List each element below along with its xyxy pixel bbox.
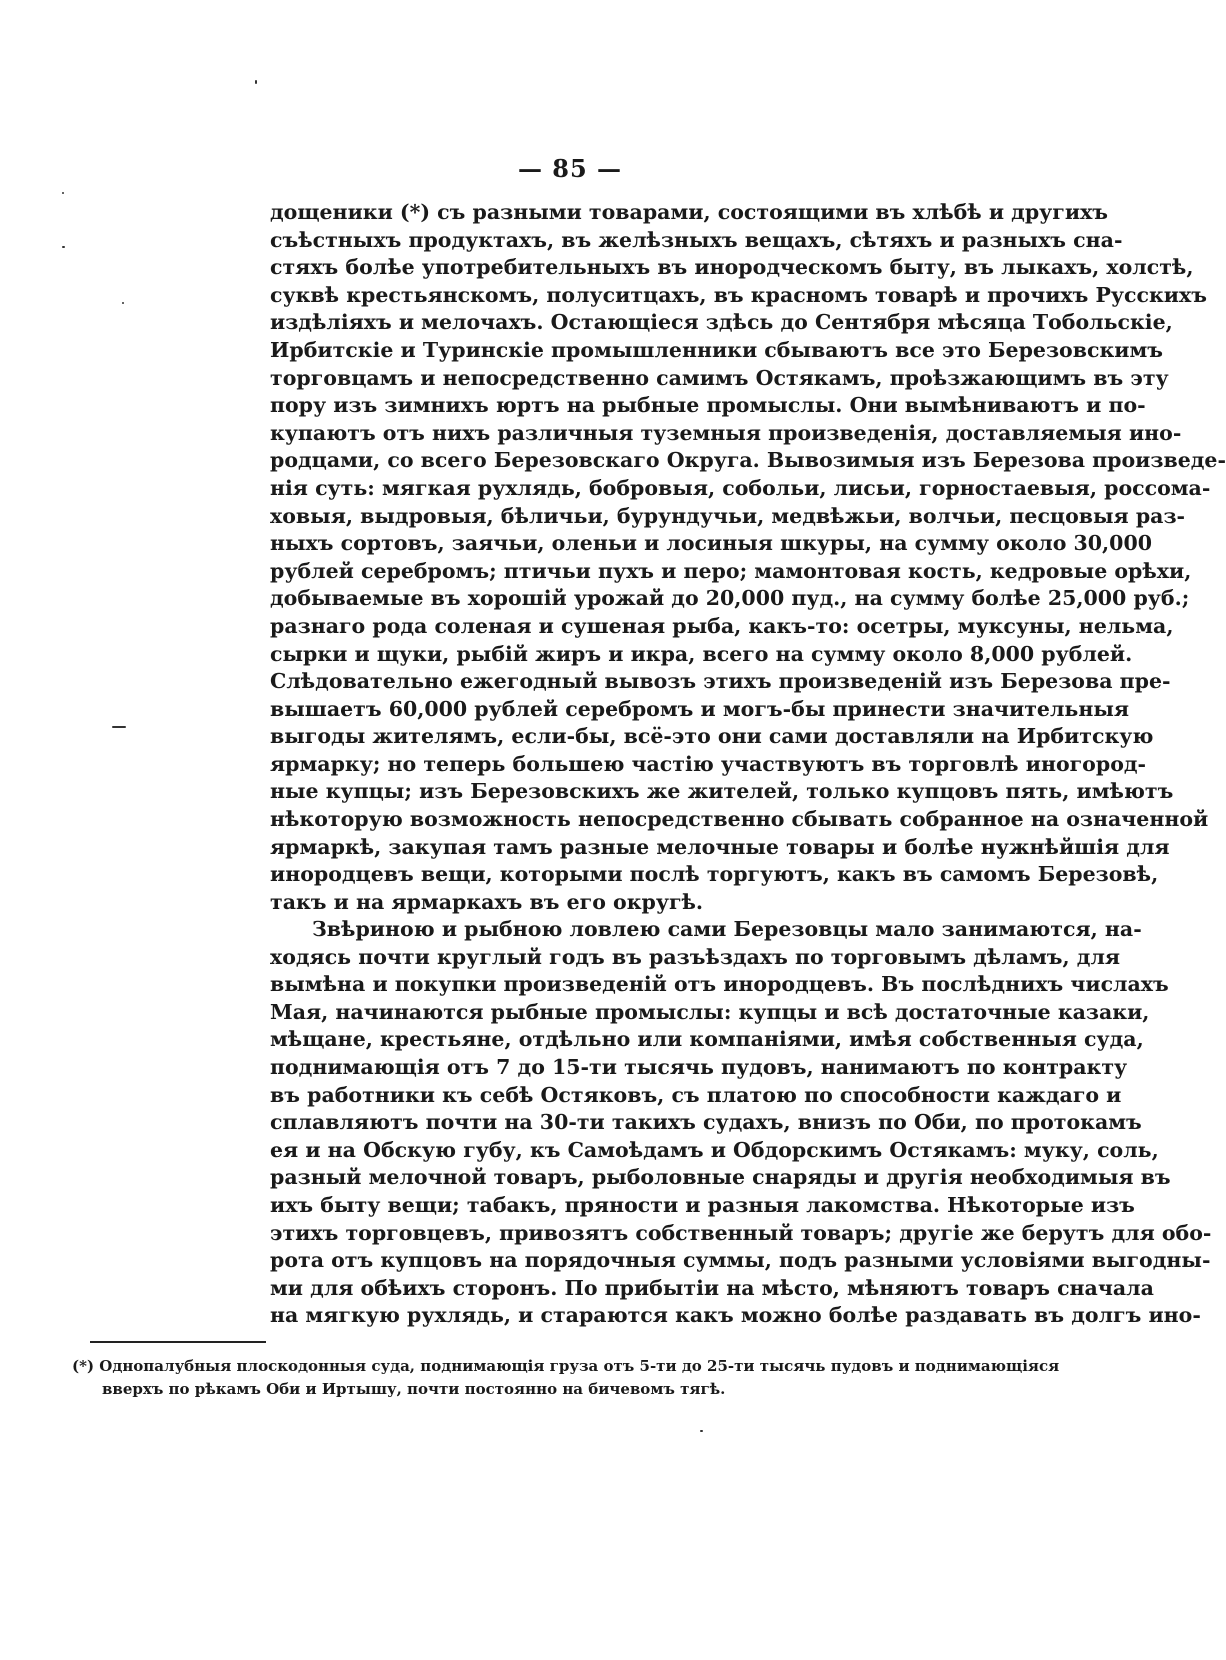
text-line: вышаетъ 60,000 рублей серебромъ и могъ-бы принести значительныя (270, 696, 1130, 721)
text-line: ихъ быту вещи; табакъ, пряности и разныя лакомства. Нѣкоторые изъ (270, 1192, 1135, 1217)
text-line: съѣстныхъ продуктахъ, въ желѣзныхъ вещахъ, сѣтяхъ и разныхъ сна- (270, 227, 1123, 252)
text-line: родцами, со всего Березовскаго Округа. Вывозимыя изъ Березова произведе- (270, 448, 1226, 473)
scan-speck (112, 726, 126, 728)
text-line: стяхъ болѣе употребительныхъ въ инородческомъ быту, въ лыкахъ, холстѣ, (270, 255, 1194, 280)
text-line: инородцевъ вещи, которыми послѣ торгуютъ, какъ въ самомъ Березовѣ, (270, 862, 1159, 887)
text-line: разнаго рода соленая и сушеная рыба, какъ-то: осетры, муксуны, нельма, (270, 613, 1174, 638)
text-line: вымѣна и покупки произведеній отъ инородцевъ. Въ послѣднихъ числахъ (270, 972, 1169, 997)
text-line: купаютъ отъ нихъ различныя туземныя произведенія, доставляемыя ино- (270, 420, 1182, 445)
text-line: въ работники къ себѣ Остяковъ, съ платою по способности каждаго и (270, 1082, 1122, 1107)
text-line: торговцамъ и непосредственно самимъ Остякамъ, проѣзжающимъ въ эту (270, 365, 1169, 390)
text-line: Мая, начинаются рыбные промыслы: купцы и всѣ достаточные казаки, (270, 999, 1150, 1024)
text-line: ховыя, выдровыя, бѣличьи, бурундучьи, медвѣжьи, волчьи, песцовыя раз- (270, 503, 1186, 528)
text-line: сплавляютъ почти на 30-ти такихъ судахъ, внизъ по Оби, по протокамъ (270, 1110, 1142, 1135)
text-line: ярмаркѣ, закупая тамъ разные мелочные товары и болѣе нужнѣйшія для (270, 834, 1170, 859)
scan-speck (62, 192, 64, 194)
text-line: ные купцы; изъ Березовскихъ же жителей, только купцовъ пять, имѣютъ (270, 779, 1174, 804)
text-line: поднимающія отъ 7 до 15-ти тысячь пудовъ, нанимаютъ по контракту (270, 1054, 1128, 1079)
text-line: этихъ торговцевъ, привозятъ собственный товаръ; другіе же берутъ для обо- (270, 1220, 1212, 1245)
text-line: дощеники (*) съ разными товарами, состоящими въ хлѣбѣ и другихъ (270, 200, 1109, 224)
scan-speck (62, 246, 65, 248)
text-line: добываемые въ хорошій урожай до 20,000 пуд., на сумму болѣе 25,000 руб.; (270, 586, 1190, 611)
text-line: разный мелочной товаръ, рыболовные снаряды и другія необходимыя въ (270, 1165, 1171, 1190)
page-number: — 85 — (517, 154, 623, 183)
footnote (72, 1355, 1060, 1401)
paragraph-1 (270, 199, 1226, 916)
text-line: такъ и на ярмаркахъ въ его округѣ. (270, 889, 704, 914)
text-line: издѣліяхъ и мелочахъ. Остающіеся здѣсь до Сентября мѣсяца Тобольскіе, (270, 310, 1173, 335)
text-line: нѣкоторую возможность непосредственно сбывать собранное на означенной (270, 807, 1209, 832)
paragraph-2 (270, 916, 1212, 1330)
footnote-divider (90, 1341, 266, 1343)
text-line: рублей серебромъ; птичьи пухъ и перо; мамонтовая кость, кедровые орѣхи, (270, 558, 1192, 583)
text-line: мѣщане, крестьяне, отдѣльно или компаніями, имѣя собственныя суда, (270, 1027, 1144, 1052)
footnote-line: (*) Однопалубныя плоскодонныя суда, поднимающія груза отъ 5-ти до 25-ти тысячь пудовъ и поднимающіяся (72, 1357, 1060, 1375)
text-line: ходясь почти круглый годъ въ разъѣздахъ по торговымъ дѣламъ, для (270, 944, 1121, 969)
text-line: пору изъ зимнихъ юртъ на рыбные промыслы. Они вымѣниваютъ и по- (270, 393, 1146, 418)
text-line: на мягкую рухлядь, и стараются какъ можно болѣе раздавать въ долгъ ино- (270, 1303, 1201, 1328)
text-line: ея и на Обскую губу, къ Самоѣдамъ и Обдорскимъ Остякамъ: муку, соль, (270, 1137, 1159, 1162)
text-line: нія суть: мягкая рухлядь, бобровыя, собольи, лисьи, горностаевыя, россома- (270, 475, 1211, 500)
text-line: рота отъ купцовъ на порядочныя суммы, подъ разными условіями выгодны- (270, 1248, 1211, 1273)
text-line: ныхъ сортовъ, заячьи, оленьи и лосиныя шкуры, на сумму около 30,000 (270, 531, 1152, 556)
text-line: Слѣдовательно ежегодный вывозъ этихъ произведеній изъ Березова пре- (270, 669, 1171, 694)
text-line: ми для обѣихъ сторонъ. По прибытіи на мѣсто, мѣняютъ товаръ сначала (270, 1275, 1154, 1300)
text-line: ярмарку; но теперь большею частію участвуютъ въ торговлѣ иногород- (270, 751, 1147, 776)
scan-speck (700, 1430, 703, 1432)
text-line: сырки и щуки, рыбій жиръ и икра, всего на сумму около 8,000 рублей. (270, 641, 1133, 666)
scan-speck (255, 80, 257, 84)
text-line: Звѣриною и рыбною ловлею сами Березовцы мало занимаются, на- (312, 917, 1142, 941)
footnote-line: вверхъ по рѣкамъ Оби и Иртышу, почти постоянно на бичевомъ тягѣ. (102, 1380, 726, 1398)
text-line: выгоды жителямъ, если-бы, всё-это они сами доставляли на Ирбитскую (270, 724, 1154, 749)
text-line: суквѣ крестьянскомъ, полуситцахъ, въ красномъ товарѣ и прочихъ Русскихъ (270, 282, 1207, 307)
text-line: Ирбитскіе и Туринскіе промышленники сбываютъ все это Березовскимъ (270, 337, 1163, 362)
scan-speck (122, 302, 124, 304)
